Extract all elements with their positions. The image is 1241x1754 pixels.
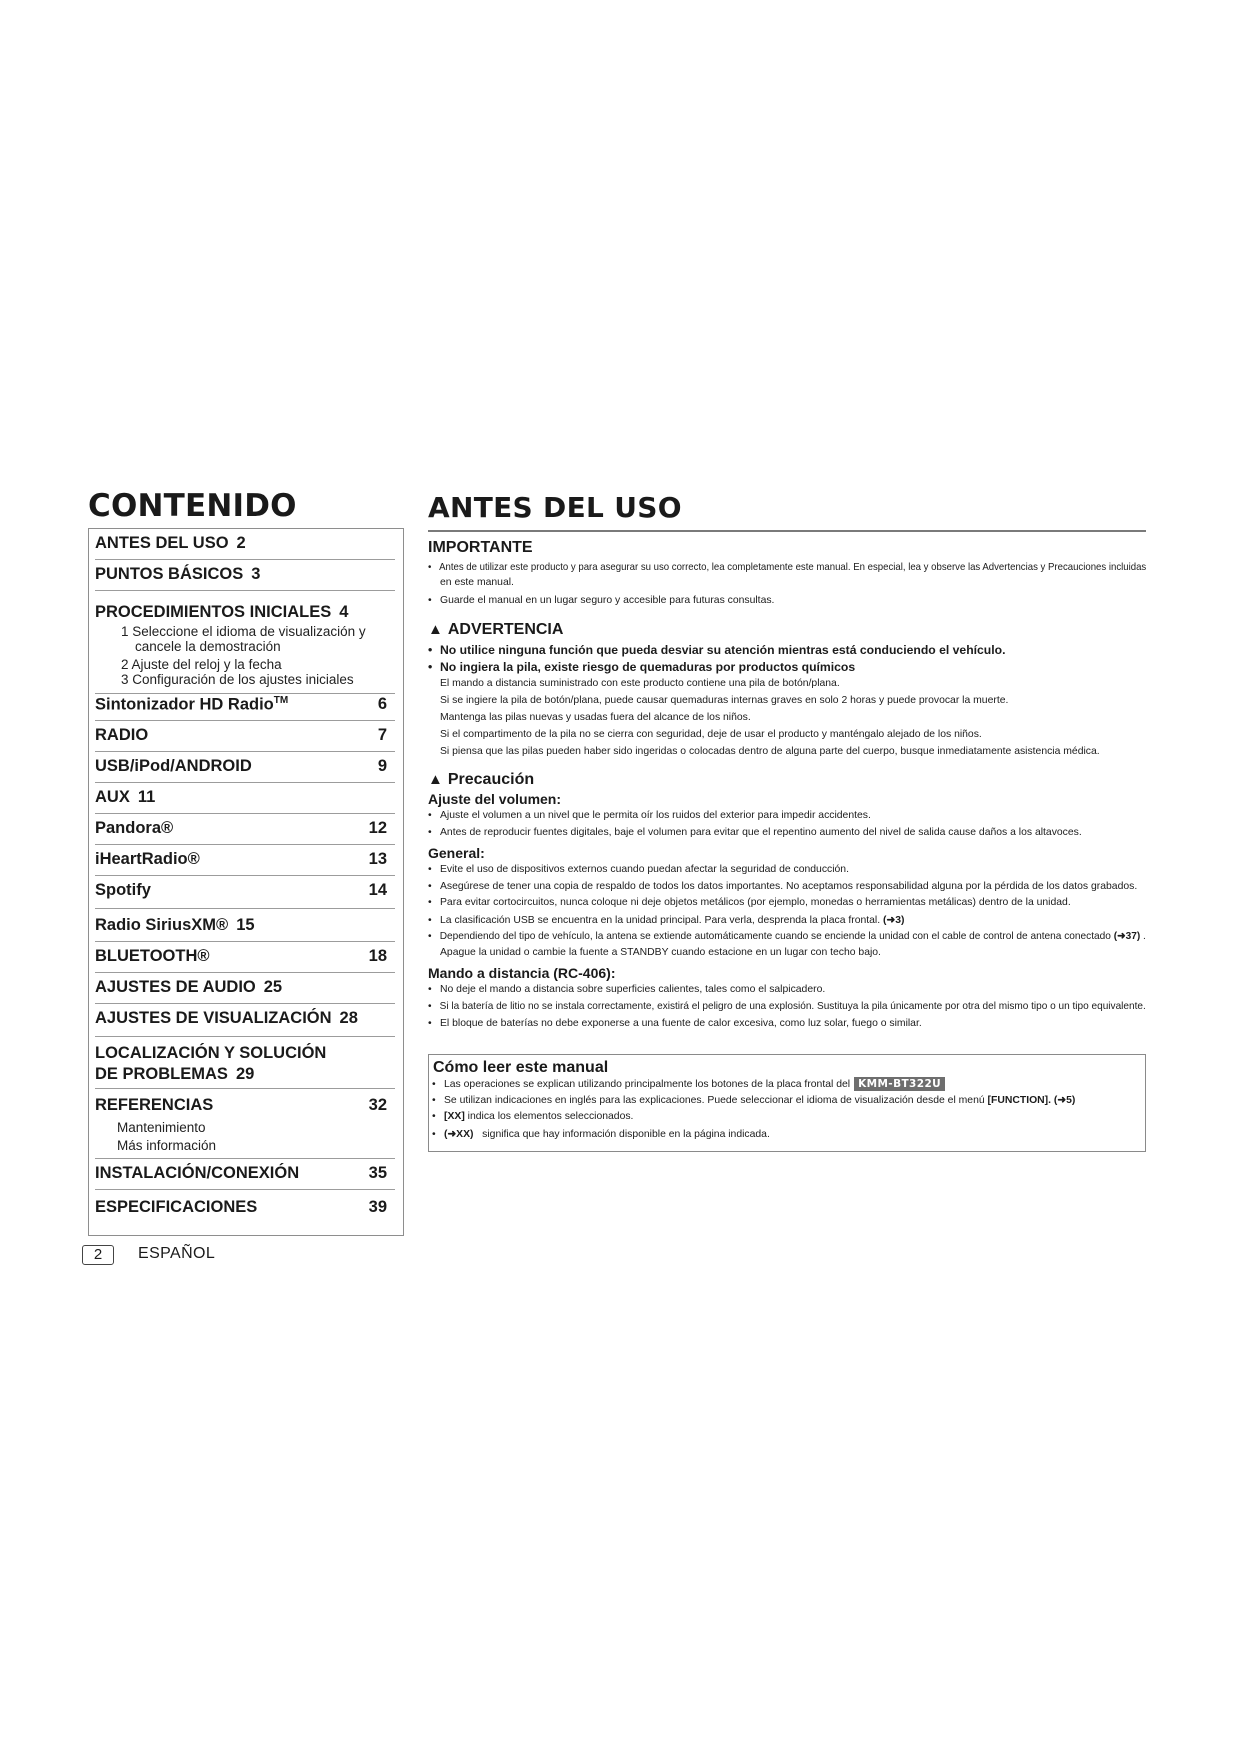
toc-entry-referencias[interactable] xyxy=(95,1089,395,1159)
precaucion-line: Apague la unidad o cambie la fuente a STANDBY cuando estacione en un lugar con techo bajo. xyxy=(440,947,881,958)
advertencia-line: Si piensa que las pilas pueden haber sido ingeridas o colocadas dentro de alguna parte del cuerpo, busque inmediatamente asistencia médica. xyxy=(440,746,1100,757)
toc-label: REFERENCIAS xyxy=(95,1096,214,1114)
importante-line: en este manual. xyxy=(440,577,514,588)
page-number: 2 xyxy=(82,1245,114,1265)
general-heading: General: xyxy=(428,845,485,861)
toc-entry-siriusxm[interactable] xyxy=(95,909,395,942)
mando-heading: Mando a distancia (RC-406): xyxy=(428,965,616,981)
toc-entry-localizacion-y-solucion[interactable] xyxy=(95,1037,395,1089)
toc-entry-antes-del-uso[interactable] xyxy=(95,529,395,560)
warning-icon: ▲ xyxy=(428,771,443,788)
toc-entry-ajustes-de-audio[interactable] xyxy=(95,973,395,1004)
toc-label: AUX xyxy=(95,788,130,806)
toc-entry-radio[interactable] xyxy=(95,721,395,752)
toc-label: INSTALACIÓN/CONEXIÓN xyxy=(95,1164,300,1182)
advertencia-bold-line: • No ingiera la pila, existe riesgo de quemaduras por productos químicos xyxy=(428,660,856,674)
toc-box xyxy=(88,528,404,1236)
toc-entry-puntos-basicos[interactable] xyxy=(95,560,395,591)
importante-heading: IMPORTANTE xyxy=(428,539,533,556)
warning-icon: ▲ xyxy=(428,621,443,638)
toc-label: BLUETOOTH® xyxy=(95,947,210,965)
toc-page: 4 xyxy=(339,603,349,621)
toc-label: Radio SiriusXM® xyxy=(95,916,229,934)
advertencia-line: Si el compartimento de la pila no se cierra con seguridad, deje de usar el producto y manténgalo alejado de los niños. xyxy=(440,729,982,740)
toc-entry-especificaciones[interactable] xyxy=(95,1190,395,1223)
importante-line: • Guarde el manual en un lugar seguro y accesible para futuras consultas. xyxy=(428,595,775,606)
toc-page: 7 xyxy=(377,726,387,744)
toc-entry-iheartradio[interactable] xyxy=(95,845,395,876)
model-badge: KMM-BT322U xyxy=(854,1077,945,1091)
howto-line: • Las operaciones se explican utilizando principalmente los botones de la placa frontal del KMM-BT322U xyxy=(432,1077,945,1091)
advertencia-line: Mantenga las pilas nuevas y usadas fuera del alcance de los niños. xyxy=(440,712,751,723)
advertencia-line: El mando a distancia suministrado con este producto contiene una pila de botón/plana. xyxy=(440,678,840,689)
advertencia-line: Si se ingiere la pila de botón/plana, puede causar quemaduras internas graves en solo 2 horas y puede provocar la muerte. xyxy=(440,695,1009,706)
toc-page: 9 xyxy=(377,757,387,775)
precaucion-line: • Dependiendo del tipo de vehículo, la antena se extiende automáticamente cuando se enciende la unidad con el cable de control de antena conectado (➜37) . xyxy=(428,931,1146,942)
toc-label: ESPECIFICACIONES xyxy=(95,1198,258,1216)
toc-page: 11 xyxy=(137,788,156,806)
toc-subitem: 3 Configuración de los ajustes iniciales xyxy=(121,672,354,687)
toc-page: 29 xyxy=(235,1065,255,1083)
toc-label: USB/iPod/ANDROID xyxy=(95,757,252,775)
toc-subitem: Mantenimiento xyxy=(117,1120,206,1135)
howto-line: • [XX] indica los elementos seleccionados. xyxy=(432,1111,634,1122)
advertencia-bold-line: • No utilice ninguna función que pueda desviar su atención mientras está conduciendo el vehículo. xyxy=(428,643,1006,657)
toc-page: 35 xyxy=(368,1164,387,1182)
toc-entry-bluetooth[interactable] xyxy=(95,942,395,973)
toc-label: iHeartRadio® xyxy=(95,850,200,868)
toc-page: 28 xyxy=(339,1009,358,1027)
toc-label: Pandora® xyxy=(95,819,174,837)
toc-entry-procedimientos-iniciales[interactable] xyxy=(95,591,395,694)
toc-page: 39 xyxy=(368,1198,387,1216)
toc-entry-usb-ipod-android[interactable] xyxy=(95,752,395,783)
toc-label: AJUSTES DE AUDIO xyxy=(95,978,256,996)
importante-line: • Antes de utilizar este producto y para asegurar su uso correcto, lea completamente este manual. En especial, lea y observe las Advertencias y Precauciones incluidas xyxy=(428,562,1147,573)
language-label: ESPAÑOL xyxy=(138,1245,216,1262)
precaucion-line: • Asegúrese de tener una copia de respaldo de todos los datos importantes. No aceptamos responsabilidad alguna por la pérdida de los datos grabados. xyxy=(428,881,1138,892)
toc-page: 15 xyxy=(236,916,255,934)
toc-subitem: cancele la demostración xyxy=(135,639,281,654)
toc-page: 14 xyxy=(368,881,387,899)
toc-label: AJUSTES DE VISUALIZACIÓN xyxy=(95,1009,332,1027)
toc-label: Spotify xyxy=(95,881,151,899)
howto-line: • Se utilizan indicaciones en inglés para las explicaciones. Puede seleccionar el idioma de visualización desde el menú [FUNCTION]. (➜5) xyxy=(432,1095,1076,1106)
toc-page: 3 xyxy=(251,565,261,583)
toc-label: Sintonizador HD Radio xyxy=(95,695,274,713)
volumen-heading: Ajuste del volumen: xyxy=(428,791,562,807)
title-divider xyxy=(428,530,1146,532)
toc-label: DE PROBLEMAS xyxy=(95,1065,228,1083)
toc-title: CONTENIDO xyxy=(88,488,297,524)
toc-subitem: 1 Seleccione el idioma de visualización y xyxy=(121,624,366,639)
toc-subitem: Más información xyxy=(117,1138,217,1153)
precaucion-line: • No deje el mando a distancia sobre superficies calientes, tales como el salpicadero. xyxy=(428,984,826,995)
how-to-read-title: Cómo leer este manual xyxy=(433,1059,609,1076)
precaucion-line: • El bloque de baterías no debe exponerse a una fuente de calor excesiva, como luz solar, fuego o similar. xyxy=(428,1018,922,1029)
toc-entry-aux[interactable] xyxy=(95,783,395,814)
page-reference[interactable]: (➜37) xyxy=(1113,931,1141,942)
toc-page: 2 xyxy=(236,534,246,552)
toc-page: 13 xyxy=(368,850,387,868)
precaucion-line: • Si la batería de litio no se instala correctamente, existirá el peligro de una explosión. Sustituya la pila únicamente por otra del mismo tipo o un tipo equivalente. xyxy=(428,1001,1146,1012)
toc-label: PUNTOS BÁSICOS xyxy=(95,565,244,583)
toc-page: 12 xyxy=(368,819,387,837)
toc-page: 18 xyxy=(368,947,387,965)
page-title: ANTES DEL USO xyxy=(428,491,682,524)
precaucion-line: • La clasificación USB se encuentra en la unidad principal. Para verla, desprenda la placa frontal. (➜3) xyxy=(428,915,905,926)
page-reference[interactable]: (➜3) xyxy=(883,915,905,926)
toc-label: ANTES DEL USO xyxy=(95,534,229,552)
toc-page: 6 xyxy=(377,695,387,713)
precaucion-line: • Ajuste el volumen a un nivel que le permita oír los ruidos del exterior para impedir accidentes. xyxy=(428,810,871,821)
toc-subitem: 2 Ajuste del reloj y la fecha xyxy=(121,657,282,672)
precaucion-line: • Evite el uso de dispositivos externos cuando puedan afectar la seguridad de conducción. xyxy=(428,864,849,875)
toc-entry-instalacion-conexion[interactable] xyxy=(95,1159,395,1190)
precaucion-heading: ▲ Precaución xyxy=(428,771,535,788)
advertencia-heading: ▲ ADVERTENCIA xyxy=(428,621,564,638)
toc-page: 32 xyxy=(368,1096,387,1114)
toc-entry-ajustes-de-visualizacion[interactable] xyxy=(95,1004,395,1037)
toc-entry-pandora[interactable] xyxy=(95,814,395,845)
toc-entry-hd-radio[interactable] xyxy=(95,694,395,721)
precaucion-line: • Para evitar cortocircuitos, nunca coloque ni deje objetos metálicos (por ejemplo, monedas o herramientas metálicas) dentro de la unidad. xyxy=(428,897,1071,908)
toc-label: RADIO xyxy=(95,726,149,744)
toc-page: 25 xyxy=(263,978,283,996)
precaucion-line: • Antes de reproducir fuentes digitales, baje el volumen para evitar que el repentino aumento del nivel de salida cause daños a los altavoces. xyxy=(428,827,1082,838)
howto-line: • (➜XX) significa que hay información disponible en la página indicada. xyxy=(432,1129,770,1140)
function-reference[interactable]: [FUNCTION]. (➜5) xyxy=(987,1095,1076,1106)
toc-label: PROCEDIMIENTOS INICIALES xyxy=(95,603,332,621)
toc-entry-spotify[interactable] xyxy=(95,876,395,909)
toc-label: LOCALIZACIÓN Y SOLUCIÓN xyxy=(95,1044,327,1062)
toc-trademark: TM xyxy=(273,694,289,706)
